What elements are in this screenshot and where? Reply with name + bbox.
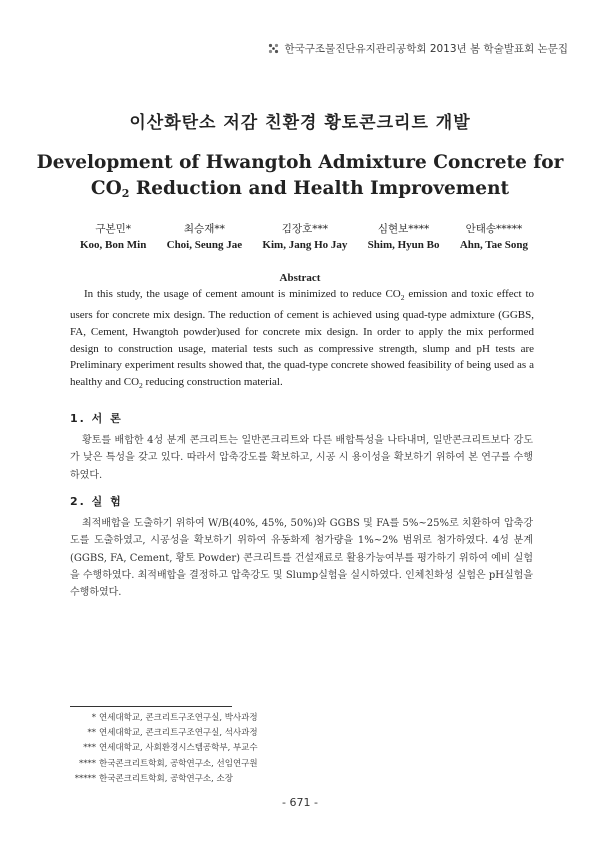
abstract-heading: Abstract — [279, 272, 321, 284]
author — [368, 221, 440, 254]
author-name-ko: 최승재** — [183, 223, 225, 235]
footnote-divider — [70, 706, 232, 707]
author-list — [80, 221, 528, 254]
author-name-en: Koo, Bon Min — [80, 239, 147, 251]
author-name-ko: 안태송***** — [465, 223, 523, 235]
section-text-experiment: 최적배합을 도출하기 위하여 W/B(40%, 45%, 50%)와 GGBS 및 FA를 5%~25%로 치환하여 압축강도를 도출하였고, 시공성을 확보하기 위하여 유동화제 첨가량을 1%~2% 범위로 첨가하였다. 4성 분계(GGBS, FA, Cement, 황토 Powder) 콘크리트를 건설재료로 활용가능여부를 평가하기 위하여 예비 실험을 수행하였다. 최적배합을 결정하고 압축강도 및 Slump실험을 실시하였다. 인체친화성 실험은 pH실험을 수행하였다. — [70, 518, 533, 599]
author-name-en: Kim, Jang Ho Jay — [262, 239, 348, 251]
author — [80, 221, 146, 254]
title-english — [0, 150, 600, 207]
author — [167, 221, 243, 254]
footnote: * 연세대학교, 콘크리트구조연구실, 박사과정 — [91, 713, 258, 723]
title-korean: 이산화탄소 저감 친환경 황토콘크리트 개발 — [129, 113, 471, 133]
page-number: - 671 - — [282, 796, 318, 809]
author-name-ko: 심현보**** — [377, 223, 430, 235]
author-name-ko: 김장호*** — [281, 223, 328, 235]
header-text: 한국구조물진단유지관리공학회 2013년 봄 학술발표회 논문집 — [284, 43, 568, 55]
footnote: *** 연세대학교, 사회환경시스템공학부, 부교수 — [83, 743, 258, 754]
author — [460, 221, 528, 254]
abstract-paragraph: In this study, the usage of cement amount is minimized to reduce $CO_2$ emission and toxic effect to users for concrete mix design. The reduction of cement is achieved using quad-type admixture (GGBS, FA, Cement, Hwangtoh powder)used for concrete mix design. In order to apply the mix performed design to construction usage, material tests such as compressive strength, slump and pH tests are Preliminary experiment results showed that, the quad-type concrete showed feasibility of being used as a healthy and $CO_2$ reducing construction material. — [70, 288, 534, 391]
author-name-en: Choi, Seung Jae — [166, 239, 243, 251]
author-name-en: Shim, Hyun Bo — [367, 239, 440, 251]
footnote: ***** 한국콘크리트학회, 공학연구소, 소장 — [74, 773, 233, 784]
logo-icon — [268, 43, 279, 54]
footnote: ** 연세대학교, 콘크리트구조연구실, 석사과정 — [87, 728, 258, 739]
author-name-en: Ahn, Tae Song — [459, 239, 528, 251]
section-heading-experiment: 2. 실 험 — [70, 495, 123, 508]
footnotes — [70, 711, 258, 787]
footnote: **** 한국콘크리트학회, 공학연구소, 선임연구원 — [79, 758, 258, 769]
author-name-ko: 구본민* — [95, 223, 131, 235]
abstract-body — [70, 286, 534, 395]
title-english-line2: $CO_2$ Reduction and Health Improvement — [90, 178, 510, 200]
section-text-introduction: 황토를 배합한 4성 분계 콘크리트는 일반콘크리트와 다른 배합특성을 나타내며, 일반콘크리트보다 강도가 낮은 특성을 갖고 있다. 따라서 압축강도를 확보하고, 시공 시 용이성을 확보하기 위하여 본 연구를 수행하였다. — [70, 435, 533, 481]
section-heading-introduction: 1. 서 론 — [70, 412, 123, 425]
title-english-line1: Development of Hwangtoh Admixture Concrete for — [36, 152, 564, 173]
author — [262, 221, 347, 254]
page-header — [268, 41, 568, 56]
